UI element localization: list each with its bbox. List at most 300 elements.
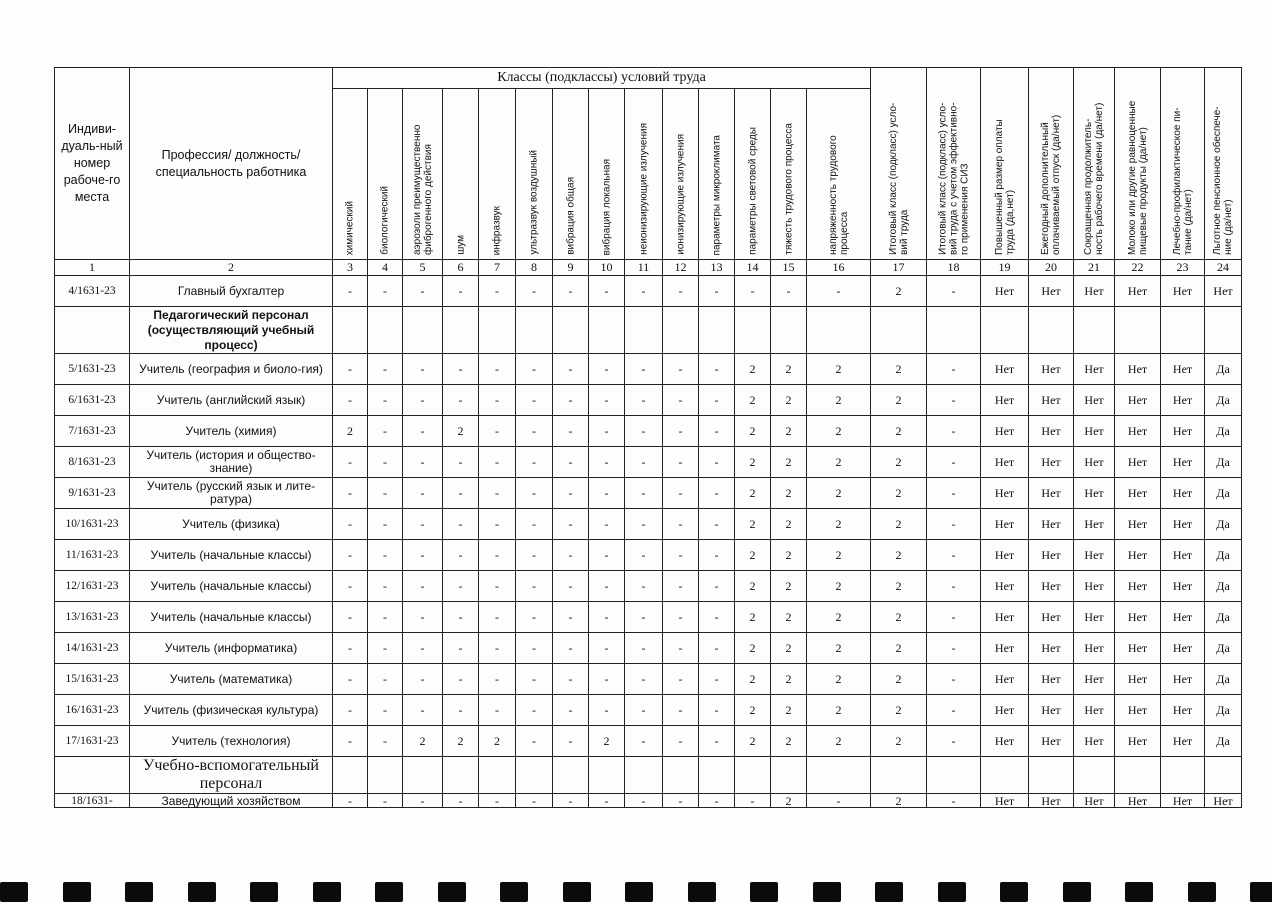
column-number: 14	[735, 260, 771, 276]
value-cell: -	[403, 478, 443, 509]
value-cell: -	[443, 509, 479, 540]
value-cell: -	[699, 726, 735, 757]
value-cell: -	[625, 726, 663, 757]
value-cell: -	[927, 794, 981, 808]
value-cell: -	[553, 602, 589, 633]
value-cell: -	[927, 447, 981, 478]
empty-cell	[1029, 307, 1074, 354]
header-factor	[479, 89, 516, 260]
value-cell: -	[368, 695, 403, 726]
value-cell: Нет	[1074, 633, 1115, 664]
value-cell: -	[443, 664, 479, 695]
value-cell: -	[403, 416, 443, 447]
value-cell: Нет	[1161, 726, 1205, 757]
column-number: 5	[403, 260, 443, 276]
section-title: Педагогический персонал (осуществляющий учебный процесс)	[130, 307, 333, 354]
workplace-id: 10/1631-23	[55, 509, 130, 540]
value-cell: Да	[1205, 602, 1242, 633]
value-cell: -	[663, 478, 699, 509]
working-conditions-table	[54, 67, 1242, 808]
profession: Учитель (история и общество-знание)	[130, 447, 333, 478]
profession: Учитель (математика)	[130, 664, 333, 695]
column-number: 10	[589, 260, 625, 276]
value-cell: 2	[871, 794, 927, 808]
value-cell: Нет	[1029, 633, 1074, 664]
value-cell: Нет	[1029, 540, 1074, 571]
value-cell: -	[368, 726, 403, 757]
column-number: 16	[807, 260, 871, 276]
empty-cell	[479, 307, 516, 354]
empty-cell	[333, 307, 368, 354]
header-factor	[443, 89, 479, 260]
empty-cell	[1161, 757, 1205, 794]
value-cell: Нет	[1161, 540, 1205, 571]
value-cell: Нет	[1161, 447, 1205, 478]
workplace-id: 5/1631-23	[55, 354, 130, 385]
value-cell: -	[403, 794, 443, 808]
value-cell: -	[403, 633, 443, 664]
header-extra	[1074, 68, 1115, 260]
empty-cell	[981, 757, 1029, 794]
value-cell: 2	[771, 633, 807, 664]
value-cell: -	[553, 509, 589, 540]
value-cell: 2	[735, 664, 771, 695]
value-cell: -	[516, 509, 553, 540]
value-cell: 2	[871, 664, 927, 695]
value-cell: Да	[1205, 385, 1242, 416]
header-factor-label: напряженность трудового процесса	[827, 135, 850, 255]
value-cell: -	[479, 664, 516, 695]
binding-ring	[625, 882, 653, 902]
value-cell: -	[516, 602, 553, 633]
value-cell: Да	[1205, 633, 1242, 664]
value-cell: -	[516, 416, 553, 447]
value-cell: -	[589, 571, 625, 602]
value-cell: -	[927, 416, 981, 447]
empty-cell	[443, 757, 479, 794]
value-cell: 2	[771, 726, 807, 757]
value-cell: Нет	[1074, 354, 1115, 385]
workplace-id: 4/1631-23	[55, 276, 130, 307]
empty-cell	[625, 307, 663, 354]
value-cell: -	[663, 726, 699, 757]
value-cell: 2	[771, 695, 807, 726]
value-cell: Нет	[1161, 509, 1205, 540]
table-row	[55, 633, 1242, 664]
value-cell: Да	[1205, 416, 1242, 447]
empty-cell	[871, 757, 927, 794]
value-cell: Нет	[1074, 602, 1115, 633]
value-cell: -	[368, 416, 403, 447]
value-cell: -	[333, 602, 368, 633]
header-factor	[771, 89, 807, 260]
value-cell: -	[625, 416, 663, 447]
value-cell: 2	[871, 416, 927, 447]
value-cell: 2	[871, 385, 927, 416]
workplace-id: 13/1631-23	[55, 602, 130, 633]
value-cell: -	[516, 385, 553, 416]
value-cell: Нет	[1205, 794, 1242, 808]
value-cell: Нет	[1115, 602, 1161, 633]
value-cell: -	[625, 478, 663, 509]
empty-cell	[443, 307, 479, 354]
header-extra	[981, 68, 1029, 260]
value-cell: -	[516, 354, 553, 385]
column-number: 17	[871, 260, 927, 276]
value-cell: 2	[871, 540, 927, 571]
binding-ring	[0, 882, 28, 902]
header-extra	[1205, 68, 1242, 260]
value-cell: -	[479, 695, 516, 726]
value-cell: -	[333, 664, 368, 695]
profession: Учитель (физическая культура)	[130, 695, 333, 726]
value-cell: -	[625, 276, 663, 307]
value-cell: -	[333, 478, 368, 509]
workplace-id: 18/1631-	[55, 794, 130, 808]
column-number: 19	[981, 260, 1029, 276]
empty-cell	[807, 307, 871, 354]
value-cell: 2	[735, 695, 771, 726]
value-cell: -	[443, 447, 479, 478]
value-cell: -	[479, 509, 516, 540]
value-cell: -	[368, 571, 403, 602]
column-numbers-row	[55, 260, 1242, 276]
header-factor	[333, 89, 368, 260]
section-title: Учебно-вспомогательный персонал	[130, 757, 333, 794]
value-cell: Нет	[1074, 726, 1115, 757]
value-cell: -	[663, 794, 699, 808]
empty-cell	[1074, 307, 1115, 354]
empty-cell	[333, 757, 368, 794]
value-cell: -	[479, 794, 516, 808]
empty-cell	[553, 757, 589, 794]
empty-cell	[403, 307, 443, 354]
value-cell: -	[403, 664, 443, 695]
empty-cell	[735, 307, 771, 354]
table-row	[55, 540, 1242, 571]
binding-ring	[250, 882, 278, 902]
value-cell: Нет	[1074, 794, 1115, 808]
value-cell: -	[553, 794, 589, 808]
binding-ring	[438, 882, 466, 902]
value-cell: -	[927, 276, 981, 307]
value-cell: -	[553, 276, 589, 307]
value-cell: -	[479, 416, 516, 447]
value-cell: 2	[807, 602, 871, 633]
value-cell: -	[589, 509, 625, 540]
workplace-id: 8/1631-23	[55, 447, 130, 478]
section-row	[55, 307, 1242, 354]
column-number: 8	[516, 260, 553, 276]
value-cell: Нет	[1115, 571, 1161, 602]
table-row	[55, 354, 1242, 385]
value-cell: Да	[1205, 447, 1242, 478]
value-cell: -	[699, 794, 735, 808]
workplace-id: 15/1631-23	[55, 664, 130, 695]
value-cell: Нет	[1074, 447, 1115, 478]
workplace-id: 17/1631-23	[55, 726, 130, 757]
value-cell: -	[479, 571, 516, 602]
column-number: 21	[1074, 260, 1115, 276]
workplace-id: 16/1631-23	[55, 695, 130, 726]
header-factor-label: параметры микроклимата	[711, 134, 722, 255]
value-cell: 2	[807, 478, 871, 509]
value-cell: -	[735, 794, 771, 808]
value-cell: -	[443, 478, 479, 509]
value-cell: Нет	[981, 385, 1029, 416]
value-cell: Нет	[1115, 726, 1161, 757]
header-conditions-group: Классы (подклассы) условий труда	[333, 68, 871, 89]
profession: Учитель (технология)	[130, 726, 333, 757]
binding-ring	[1063, 882, 1091, 902]
value-cell: -	[443, 276, 479, 307]
header-factor	[589, 89, 625, 260]
column-number: 4	[368, 260, 403, 276]
value-cell: -	[625, 540, 663, 571]
header-extra-label: Лечебно-профилактическое пи-тание (да/нет)	[1171, 107, 1194, 255]
value-cell: -	[589, 602, 625, 633]
profession: Учитель (информатика)	[130, 633, 333, 664]
value-cell: -	[663, 633, 699, 664]
empty-cell	[735, 757, 771, 794]
column-number: 2	[130, 260, 333, 276]
column-number: 15	[771, 260, 807, 276]
value-cell: -	[516, 447, 553, 478]
value-cell: -	[516, 571, 553, 602]
value-cell: -	[368, 447, 403, 478]
empty-cell	[589, 307, 625, 354]
value-cell: Нет	[1029, 276, 1074, 307]
value-cell: Нет	[981, 354, 1029, 385]
value-cell: 2	[443, 726, 479, 757]
value-cell: -	[443, 385, 479, 416]
value-cell: 2	[871, 695, 927, 726]
value-cell: -	[553, 416, 589, 447]
value-cell: -	[553, 385, 589, 416]
header-factor-label: биологический	[379, 186, 391, 255]
value-cell: 2	[735, 478, 771, 509]
value-cell: -	[479, 633, 516, 664]
value-cell: Нет	[1074, 385, 1115, 416]
value-cell: 2	[807, 354, 871, 385]
value-cell: Нет	[1074, 664, 1115, 695]
value-cell: -	[553, 695, 589, 726]
value-cell: -	[927, 664, 981, 695]
header-extra	[871, 68, 927, 260]
value-cell: -	[589, 540, 625, 571]
value-cell: Нет	[1115, 695, 1161, 726]
header-workplace-id: Индиви-дуаль-ный номер рабоче-го места	[55, 68, 130, 260]
value-cell: -	[553, 571, 589, 602]
value-cell: Нет	[1115, 478, 1161, 509]
binding-ring	[750, 882, 778, 902]
value-cell: Нет	[981, 276, 1029, 307]
empty-cell	[807, 757, 871, 794]
value-cell: -	[771, 276, 807, 307]
table-row	[55, 276, 1242, 307]
value-cell: 2	[771, 509, 807, 540]
table-row	[55, 664, 1242, 695]
value-cell: -	[516, 633, 553, 664]
value-cell: Нет	[1074, 509, 1115, 540]
value-cell: 2	[333, 416, 368, 447]
empty-cell	[1115, 757, 1161, 794]
profession: Учитель (география и биоло-гия)	[130, 354, 333, 385]
binding-ring	[313, 882, 341, 902]
value-cell: -	[589, 664, 625, 695]
value-cell: Нет	[981, 633, 1029, 664]
binding-ring	[1250, 882, 1272, 902]
value-cell: Нет	[1115, 276, 1161, 307]
value-cell: -	[333, 509, 368, 540]
column-number: 13	[699, 260, 735, 276]
value-cell: -	[625, 571, 663, 602]
value-cell: -	[589, 385, 625, 416]
value-cell: -	[927, 540, 981, 571]
value-cell: Нет	[1115, 416, 1161, 447]
value-cell: -	[403, 540, 443, 571]
value-cell: -	[516, 276, 553, 307]
value-cell: -	[479, 385, 516, 416]
value-cell: -	[479, 276, 516, 307]
value-cell: Нет	[981, 794, 1029, 808]
header-profession: Профессия/ должность/ специальность работника	[130, 68, 333, 260]
value-cell: Нет	[1115, 540, 1161, 571]
binding-ring	[375, 882, 403, 902]
value-cell: 2	[443, 416, 479, 447]
value-cell: Нет	[1161, 602, 1205, 633]
value-cell: -	[699, 385, 735, 416]
value-cell: Нет	[981, 540, 1029, 571]
value-cell: -	[625, 385, 663, 416]
value-cell: -	[699, 695, 735, 726]
value-cell: -	[807, 276, 871, 307]
value-cell: Нет	[1161, 478, 1205, 509]
header-extra-label: Сокращенная продолжитель-ность рабочего времени (да/нет)	[1083, 102, 1106, 255]
value-cell: 2	[807, 509, 871, 540]
value-cell: Нет	[1074, 478, 1115, 509]
value-cell: Нет	[1074, 276, 1115, 307]
binding-ring	[1125, 882, 1153, 902]
value-cell: Нет	[1029, 571, 1074, 602]
value-cell: Нет	[1074, 540, 1115, 571]
value-cell: Нет	[1115, 354, 1161, 385]
value-cell: -	[927, 571, 981, 602]
empty-cell	[553, 307, 589, 354]
value-cell: -	[663, 695, 699, 726]
value-cell: -	[368, 385, 403, 416]
value-cell: 2	[807, 416, 871, 447]
header-factor	[625, 89, 663, 260]
value-cell: Нет	[1161, 664, 1205, 695]
working-conditions-table-sheet	[54, 67, 1235, 808]
profession: Учитель (начальные классы)	[130, 540, 333, 571]
header-extra	[1029, 68, 1074, 260]
header-factor	[735, 89, 771, 260]
value-cell: 2	[403, 726, 443, 757]
workplace-id: 12/1631-23	[55, 571, 130, 602]
value-cell: -	[443, 602, 479, 633]
value-cell: Нет	[981, 416, 1029, 447]
value-cell: -	[807, 794, 871, 808]
value-cell: -	[368, 794, 403, 808]
value-cell: -	[403, 571, 443, 602]
value-cell: -	[663, 385, 699, 416]
empty-cell	[771, 757, 807, 794]
value-cell: Нет	[1161, 385, 1205, 416]
binding-ring	[875, 882, 903, 902]
header-extra	[1115, 68, 1161, 260]
profession: Главный бухгалтер	[130, 276, 333, 307]
value-cell: -	[333, 276, 368, 307]
value-cell: 2	[871, 726, 927, 757]
value-cell: -	[553, 664, 589, 695]
value-cell: -	[553, 447, 589, 478]
value-cell: -	[333, 695, 368, 726]
value-cell: 2	[807, 726, 871, 757]
value-cell: -	[663, 540, 699, 571]
value-cell: Нет	[1161, 794, 1205, 808]
header-extra	[1161, 68, 1205, 260]
value-cell: 2	[771, 385, 807, 416]
value-cell: -	[333, 447, 368, 478]
binding-ring	[563, 882, 591, 902]
table-row	[55, 385, 1242, 416]
value-cell: Нет	[981, 478, 1029, 509]
value-cell: Нет	[1115, 447, 1161, 478]
value-cell: -	[479, 602, 516, 633]
value-cell: -	[927, 726, 981, 757]
value-cell: -	[589, 633, 625, 664]
value-cell: 2	[735, 509, 771, 540]
value-cell: 2	[771, 602, 807, 633]
header-factor-label: вибрация общая	[565, 177, 576, 255]
value-cell: -	[516, 478, 553, 509]
value-cell: -	[699, 633, 735, 664]
value-cell: -	[663, 447, 699, 478]
table-row	[55, 794, 1242, 808]
column-number: 3	[333, 260, 368, 276]
table-body	[55, 276, 1242, 808]
value-cell: -	[927, 354, 981, 385]
value-cell: 2	[735, 602, 771, 633]
value-cell: Нет	[1161, 416, 1205, 447]
value-cell: Нет	[981, 571, 1029, 602]
value-cell: -	[368, 540, 403, 571]
value-cell: Да	[1205, 726, 1242, 757]
header-factor	[553, 89, 589, 260]
value-cell: Нет	[1029, 447, 1074, 478]
header-extra	[927, 68, 981, 260]
value-cell: Нет	[1074, 571, 1115, 602]
empty-cell	[403, 757, 443, 794]
value-cell: -	[927, 385, 981, 416]
value-cell: -	[625, 633, 663, 664]
value-cell: 2	[807, 664, 871, 695]
profession: Заведующий хозяйством	[130, 794, 333, 808]
value-cell: -	[553, 354, 589, 385]
value-cell: Нет	[981, 447, 1029, 478]
empty-cell	[927, 307, 981, 354]
spiral-binding	[0, 878, 1272, 903]
column-number: 11	[625, 260, 663, 276]
value-cell: -	[368, 602, 403, 633]
value-cell: Да	[1205, 571, 1242, 602]
value-cell: -	[927, 509, 981, 540]
value-cell: -	[699, 276, 735, 307]
column-number: 12	[663, 260, 699, 276]
value-cell: Нет	[1161, 633, 1205, 664]
